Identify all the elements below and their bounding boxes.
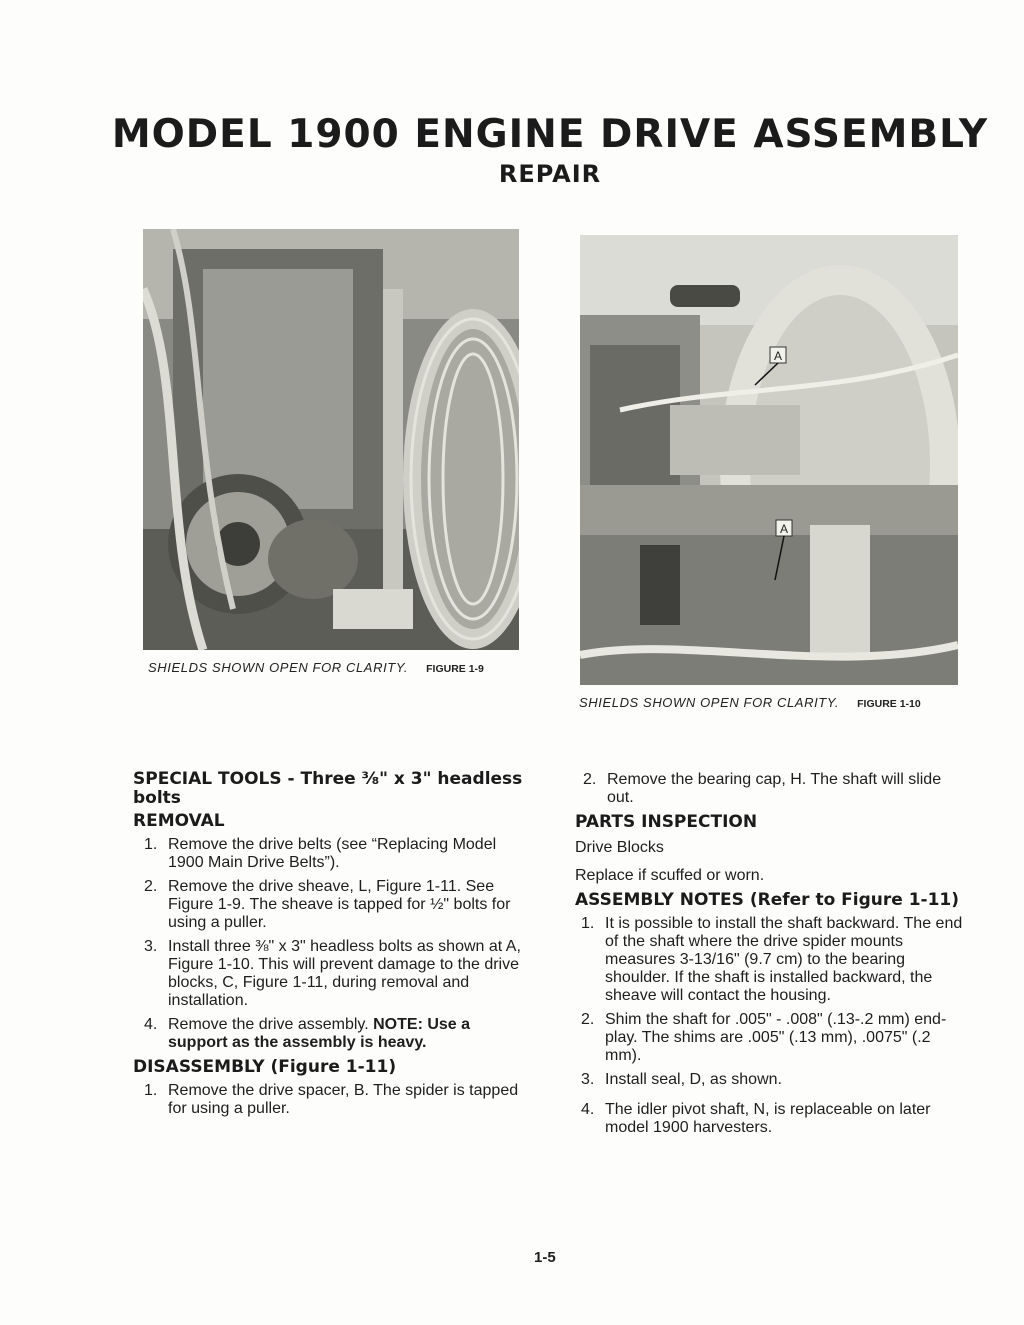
support-note: NOTE: Use a support as the assembly is heavy. bbox=[168, 1016, 471, 1051]
removal-step-2: 2. Remove the drive sheave, L, Figure 1-11. See Figure 1-9. The sheave is tapped for ½" bolts for using a puller. bbox=[144, 878, 511, 931]
callout-a-bottom: A bbox=[779, 522, 789, 536]
assembly-step-4: 4. The idler pivot shaft, N, is replaceable on later model 1900 harvesters. bbox=[581, 1101, 931, 1136]
disassembly-heading: DISASSEMBLY (Figure 1-11) bbox=[133, 1057, 397, 1077]
right-column bbox=[575, 771, 967, 1143]
parts-inspection-heading: PARTS INSPECTION bbox=[575, 812, 758, 832]
callout-a-top: A bbox=[773, 349, 783, 363]
removal-step-3: 3. Install three ⅜" x 3" headless bolts as shown at A, Figure 1-10. This will prevent damage to the drive blocks, C, Figure 1-11, during removal and installation. bbox=[144, 938, 521, 1009]
figure-1-10-label: FIGURE 1-10 bbox=[857, 698, 921, 710]
figure-1-10-caption-text: SHIELDS SHOWN OPEN FOR CLARITY. bbox=[579, 695, 840, 710]
figure-1-9-caption bbox=[148, 660, 484, 675]
assembly-step-2: 2. Shim the shaft for .005" - .008" (.13-.2 mm) end-play. The shims are .005" (.13 mm), .0075" (.2 mm). bbox=[581, 1011, 947, 1064]
page-number: 1-5 bbox=[534, 1249, 556, 1266]
figure-1-9-photo bbox=[143, 229, 519, 650]
removal-heading: REMOVAL bbox=[133, 811, 225, 831]
assembly-step-1: 1. It is possible to install the shaft backward. The end of the shaft where the drive spider mounts measures 3-13/16" (9.7 cm) to the bearing shoulder. If the shaft is installed backward, the sheave will contact the housing. bbox=[581, 915, 963, 1004]
left-column bbox=[133, 770, 525, 1124]
figure-1-10-photo bbox=[580, 235, 958, 685]
drive-blocks-text: Drive Blocks bbox=[575, 839, 664, 856]
replace-text: Replace if scuffed or worn. bbox=[575, 867, 765, 884]
disassembly-step-1: 1. Remove the drive spacer, B. The spider is tapped for using a puller. bbox=[144, 1082, 519, 1117]
removal-step-1: 1. Remove the drive belts (see “Replacing Model 1900 Main Drive Belts”). bbox=[144, 836, 497, 871]
assembly-step-3: 3. Install seal, D, as shown. bbox=[581, 1071, 782, 1088]
page-title: MODEL 1900 ENGINE DRIVE ASSEMBLY bbox=[111, 112, 989, 157]
figure-1-9-caption-text: SHIELDS SHOWN OPEN FOR CLARITY. bbox=[148, 660, 409, 675]
special-tools-heading: SPECIAL TOOLS - Three ⅜" x 3" headless bolts bbox=[133, 769, 523, 808]
disassembly-step-2: 2. Remove the bearing cap, H. The shaft will slide out. bbox=[583, 771, 942, 806]
figure-1-9-label: FIGURE 1-9 bbox=[426, 663, 484, 675]
assembly-notes-heading: ASSEMBLY NOTES (Refer to Figure 1-11) bbox=[575, 890, 960, 910]
page-subtitle: REPAIR bbox=[498, 160, 602, 188]
removal-step-4: 4. Remove the drive assembly. NOTE: Use a support as the assembly is heavy. bbox=[144, 1016, 471, 1051]
figure-1-10-caption bbox=[579, 695, 921, 710]
